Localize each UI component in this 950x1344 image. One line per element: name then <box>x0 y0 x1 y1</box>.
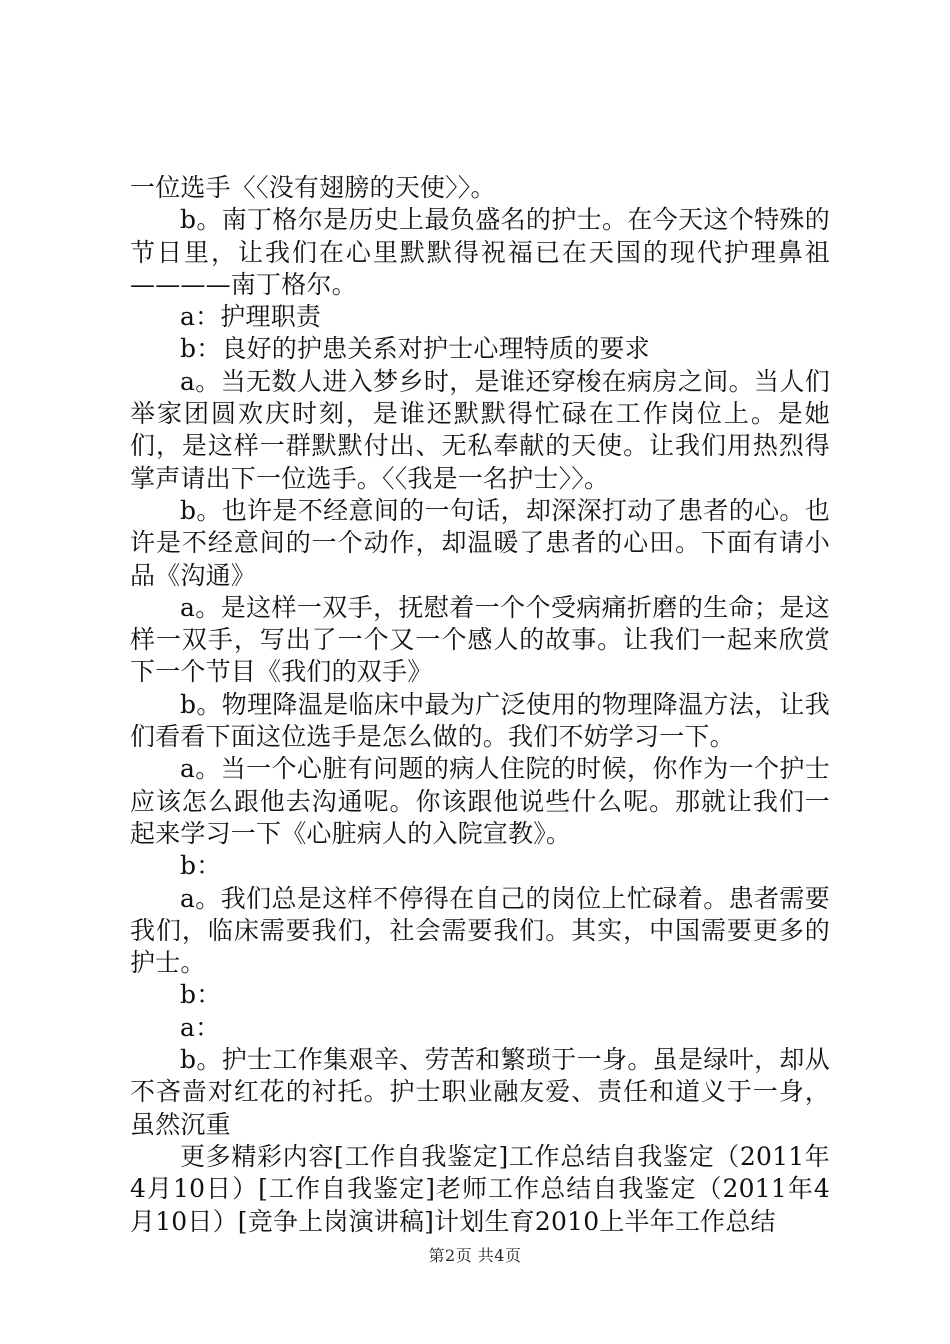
page-number: 第2页 共4页 <box>428 1246 522 1265</box>
paragraph-8: b。物理降温是临床中最为广泛使用的物理降温方法，让我们看看下面这位选手是怎么做的。我们不妨学习一下。 <box>130 689 830 752</box>
document-body <box>130 172 830 1238</box>
paragraph-10: b： <box>180 851 222 881</box>
paragraph-1: 一位选手〈〈没有翅膀的天使〉〉。 <box>130 173 496 202</box>
paragraph-3: a：护理职责 <box>180 302 322 332</box>
paragraph-5: a。当无数人进入梦乡时，是谁还穿梭在病房之间。当人们举家团圆欢庆时刻，是谁还默默得忙碌在工作岗位上。是她们，是这样一群默默付出、无私奉献的天使。让我们用热烈得掌声请出下一位选手。〈〈我是一名护士〉〉。 <box>130 366 830 493</box>
paragraph-14: b。护士工作集艰辛、劳苦和繁琐于一身。虽是绿叶，却从不吝啬对红花的衬托。护士职业融友爱、责任和道义于一身，虽然沉重 <box>130 1045 830 1139</box>
paragraph-12: b： <box>180 980 222 1010</box>
paragraph-11: a。我们总是这样不停得在自己的岗位上忙碌着。患者需要我们，临床需要我们，社会需要我们。其实，中国需要更多的护士。 <box>130 883 830 978</box>
paragraph-7: a。是这样一双手，抚慰着一个个受病痛折磨的生命；是这样一双手，写出了一个又一个感人的故事。让我们一起来欣赏下一个节目《我们的双手》 <box>130 592 830 687</box>
paragraph-4: b：良好的护患关系对护士心理特质的要求 <box>180 334 650 364</box>
paragraph-2: b。南丁格尔是历史上最负盛名的护士。在今天这个特殊的节日里，让我们在心里默默得祝福已在天国的现代护理鼻祖————南丁格尔。 <box>130 205 830 299</box>
paragraph-6: b。也许是不经意间的一句话，却深深打动了患者的心。也许是不经意间的一个动作，却温暖了患者的心田。下面有请小品《沟通》 <box>130 495 830 590</box>
related-links-paragraph[interactable]: 更多精彩内容[工作自我鉴定]工作总结自我鉴定（2011年4月10日）[工作自我鉴定]老师工作总结自我鉴定（2011年4月10日）[竞争上岗演讲稿]计划生育2010上半年工作总结 <box>130 1141 830 1236</box>
paragraph-13: a： <box>180 1012 221 1042</box>
paragraph-9: a。当一个心脏有问题的病人住院的时候，你作为一个护士应该怎么跟他去沟通呢。你该跟他说些什么呢。那就让我们一起来学习一下《心脏病人的入院宣教》。 <box>130 754 830 848</box>
